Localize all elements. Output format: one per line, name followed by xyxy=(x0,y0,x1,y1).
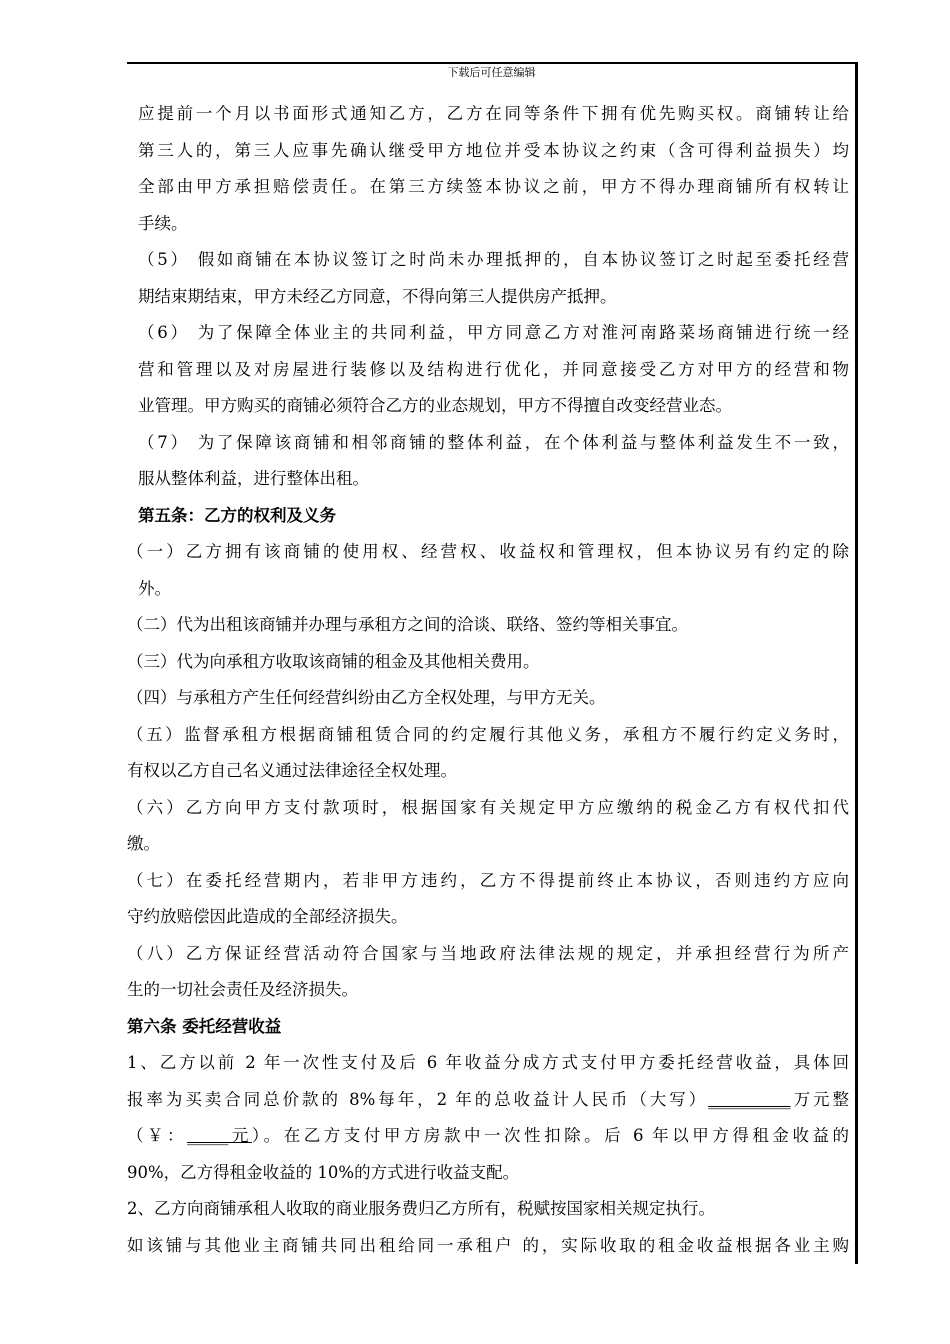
text-line: 外。 xyxy=(138,578,171,598)
page-border-right xyxy=(855,62,858,1264)
section-heading: 第六条 委托经营收益 xyxy=(127,1016,282,1036)
text-segment: 报率为买卖合同总价款的 8%每年，2 年的总收益计人民币（大写） xyxy=(127,1089,709,1109)
text-line: （六）乙方向甲方支付款项时，根据国家有关规定甲方应缴纳的税金乙方有权代扣代 xyxy=(127,797,849,817)
header-rule xyxy=(127,62,856,64)
text-line: （6） 为了保障全体业主的共同利益，甲方同意乙方对淮河南路菜场商铺进行统一经 xyxy=(138,323,849,342)
text-line: 90%，乙方得租金收益的 10%的方式进行收益支配。 xyxy=(127,1162,520,1182)
text-line: （五）监督承租方根据商铺租赁合同的约定履行其他义务，承租方不履行约定义务时， xyxy=(127,724,849,744)
fill-in-blank: _____元 xyxy=(187,1126,252,1145)
text-line: 2、乙方向商铺承租人收取的商业服务费归乙方所有，税赋按国家相关规定执行。 xyxy=(127,1199,715,1218)
text-line: 期结束期结束，甲方未经乙方同意，不得向第三人提供房产抵押。 xyxy=(138,286,617,306)
text-line: 业管理。甲方购买的商铺必须符合乙方的业态规划，甲方不得擅自改变经营业态。 xyxy=(138,396,732,415)
text-segment: ）。在乙方支付甲方房款中一次性扣除。后 6 年以甲方得租金收益的 xyxy=(251,1126,849,1145)
text-line: （一）乙方拥有该商铺的使用权、经营权、收益权和管理权，但本协议另有约定的除 xyxy=(127,542,849,561)
text-line: （5） 假如商铺在本协议签订之时尚未办理抵押的，自本协议签订之时起至委托经营 xyxy=(138,250,849,269)
text-line: 全部由甲方承担赔偿责任。在第三方续签本协议之前，甲方不得办理商铺所有权转让 xyxy=(138,177,849,196)
text-line: 有权以乙方自己名义通过法律途径全权处理。 xyxy=(127,761,457,780)
text-line: 守约放赔偿因此造成的全部经济损失。 xyxy=(127,907,408,926)
text-line xyxy=(127,1118,849,1155)
text-line: （七）在委托经营期内，若非甲方违约，乙方不得提前终止本协议，否则违约方应向 xyxy=(127,870,849,890)
section-heading: 第五条：乙方的权利及义务 xyxy=(138,505,336,525)
text-line xyxy=(127,1082,849,1119)
text-line: 第三人的，第三人应事先确认继受甲方地位并受本协议之约束（含可得利益损失）均 xyxy=(138,140,849,160)
text-line: 服从整体利益，进行整体出租。 xyxy=(138,469,369,488)
text-line: 手续。 xyxy=(138,213,188,233)
text-line: 营和管理以及对房屋进行装修以及结构进行优化，并同意接受乙方对甲方的经营和物 xyxy=(138,359,849,379)
text-line: （四）与承租方产生任何经营纠纷由乙方全权处理，与甲方无关。 xyxy=(127,688,606,707)
text-line: 如该铺与其他业主商铺共同出租给同一承租户 的，实际收取的租金收益根据各业主购 xyxy=(127,1235,849,1255)
text-line: （三）代为向承租方收取该商铺的租金及其他相关费用。 xyxy=(127,651,540,671)
text-line: 缴。 xyxy=(127,834,160,853)
text-segment: （￥： xyxy=(127,1126,188,1145)
header-note: 下载后可任意编辑 xyxy=(447,66,536,79)
text-segment: 万元整 xyxy=(790,1089,849,1109)
fill-in-blank: __________ xyxy=(708,1089,791,1109)
text-line: （八）乙方保证经营活动符合国家与当地政府法律法规的规定，并承担经营行为所产 xyxy=(127,943,849,963)
text-line: （7） 为了保障该商铺和相邻商铺的整体利益，在个体利益与整体利益发生不一致， xyxy=(138,432,849,452)
text-line: 1、乙方以前 2 年一次性支付及后 6 年收益分成方式支付甲方委托经营收益，具体回 xyxy=(127,1053,849,1072)
text-line: 生的一切社会责任及经济损失。 xyxy=(127,980,358,999)
document-body xyxy=(127,96,849,1264)
text-line: （二）代为出租该商铺并办理与承租方之间的洽谈、联络、签约等相关事宜。 xyxy=(127,615,688,634)
text-line: 应提前一个月以书面形式通知乙方，乙方在同等条件下拥有优先购买权。商铺转让给 xyxy=(138,104,849,123)
